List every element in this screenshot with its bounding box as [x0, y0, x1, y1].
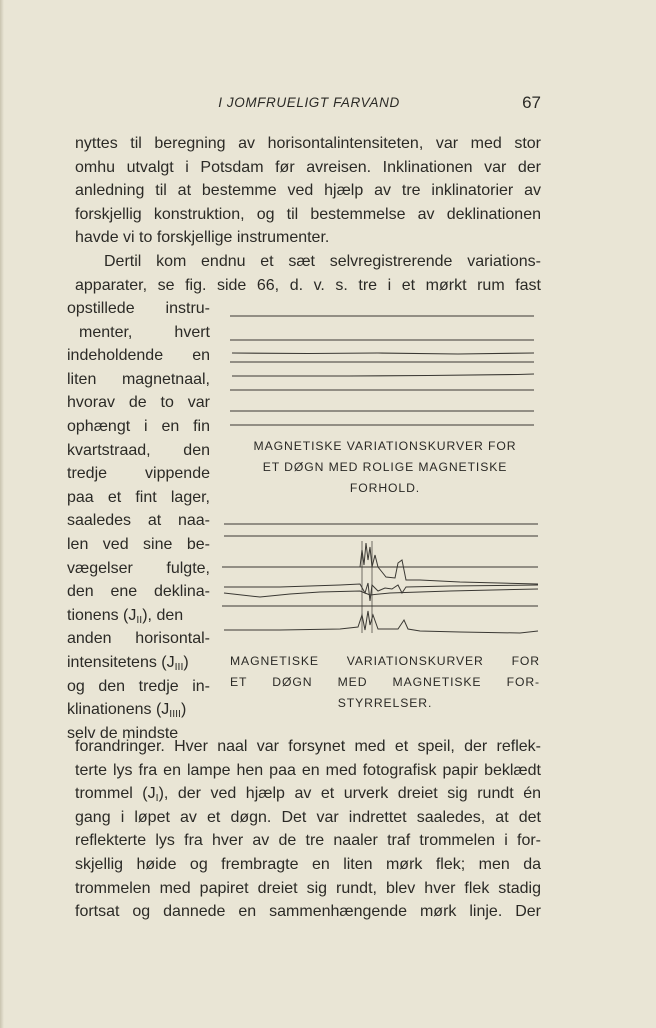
text-line-with-subscript: klinationens $(J_{IIII})$: [67, 701, 187, 721]
text-line: forskjellig konstruktion, og til bestemmelse av deklinationen: [75, 205, 541, 223]
narrow-text-column: [67, 297, 210, 745]
text-line: fortsat og dannede en sammenhængende mørk linje. Der: [75, 903, 541, 921]
figure-2-caption: MAGNETISKE VARIATIONSKURVER FOR ET DØGN MED MAGNETISKE FOR- STYRRELSER.: [230, 654, 540, 710]
quiet-curve-line: [232, 374, 534, 376]
text-line: havde vi to forskjellige instrumenter.: [75, 229, 330, 247]
text-line: opstillede instru-: [67, 300, 210, 317]
text-line: forandringer. Hver naal var forsynet med et speil, der reflek-: [75, 738, 541, 755]
disturbed-curve-line: [224, 583, 538, 601]
text-line: terte lys fra en lampe hen paa en med fotografisk papir beklædt: [75, 761, 541, 779]
text-line: vægelser fulgte,: [67, 559, 210, 577]
text-line: omhu utvalgt i Potsdam før avreisen. Inklinationen var der: [75, 158, 541, 176]
quiet-curve-line: [232, 353, 534, 354]
text-line: len ved sine be-: [67, 535, 210, 553]
paragraph-3: [75, 735, 541, 924]
text-line: den ene deklina-: [67, 583, 210, 601]
text-line-with-subscript: trommel $(J_I)$, der ved hjælp av et urverk dreiet sig rundt én: [75, 785, 542, 805]
text-line: menter, hvert: [79, 323, 210, 341]
page-number: 67: [522, 93, 541, 112]
text-line: skjellig høide og frembragte en liten mørk flek; men da: [75, 855, 541, 873]
text-line: og den tredje in-: [67, 677, 210, 695]
running-title: I JOMFRUELIGT FARVAND: [218, 95, 400, 110]
figure-1-caption: MAGNETISKE VARIATIONSKURVER FOR ET DØGN MED ROLIGE MAGNETISKE FORHOLD.: [253, 439, 517, 495]
text-line: kvartstraad, den: [67, 441, 210, 459]
text-line: selv de mindste: [67, 724, 179, 742]
text-line: ophængt i en fin: [67, 417, 210, 435]
text-line: hvorav de to var: [67, 394, 210, 412]
text-line: Dertil kom endnu et sæt selvregistrerende variations-: [104, 253, 541, 270]
text-line: paa et fint lager,: [67, 488, 210, 506]
text-line: anden horisontal-: [67, 630, 210, 648]
paragraph-1: [75, 132, 541, 250]
page-header: [77, 93, 541, 113]
text-line: trommelen med papiret dreiet sig rundt, blev hver flek stadig: [75, 879, 541, 897]
disturbed-curve-line: [224, 611, 538, 633]
text-line: indeholdende en: [67, 347, 210, 365]
paragraph-2: [75, 250, 541, 297]
text-line: gang i løpet av et døgn. Det var indrettet saaledes, at det: [75, 808, 541, 826]
text-line: saaledes at naa-: [67, 512, 210, 530]
text-line: reflekterte lys fra hver av de tre naaler traf trommelen i for-: [75, 832, 541, 850]
quiet-day-curves-figure: [228, 300, 540, 440]
text-line-with-subscript: intensitetens $(J_{III})$: [67, 653, 189, 673]
text-line: anledning til at bestemme ved hjælp av tre inklinatorier av: [75, 182, 541, 200]
text-line: nyttes til beregning av horisontalintensiteten, var med stor: [75, 135, 541, 152]
text-line: apparater, se fig. side 66, d. v. s. tre i et mørkt rum fast: [75, 276, 541, 294]
disturbed-day-curves-figure: [220, 505, 542, 650]
text-line: liten magnetnaal,: [67, 370, 210, 388]
text-line: tredje vippende: [67, 465, 210, 483]
page-edge: [0, 0, 4, 1028]
text-line-with-subscript: tionens $(J_{II})$, den: [67, 606, 184, 626]
disturbed-curve-line: [360, 543, 538, 584]
